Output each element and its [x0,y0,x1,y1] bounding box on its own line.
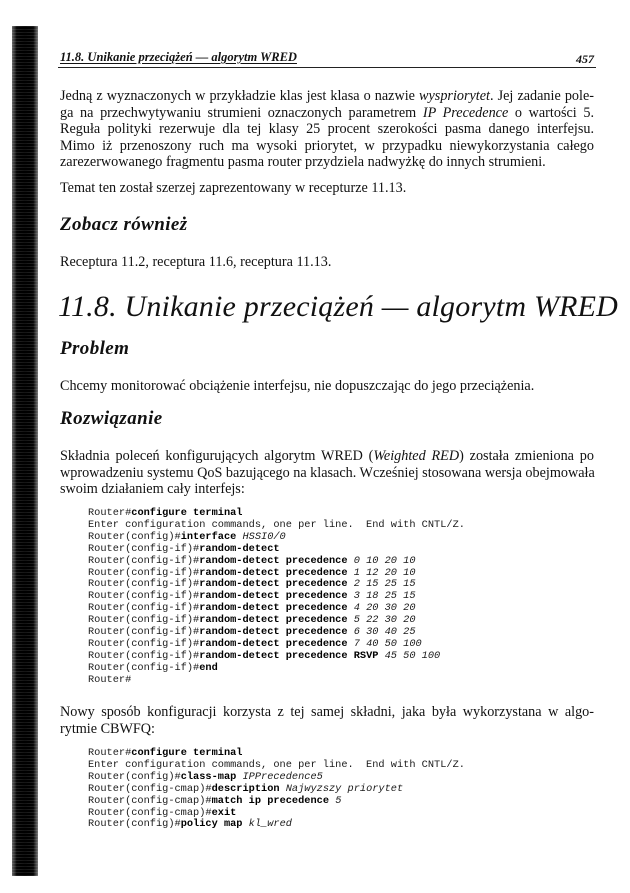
code-line: Router(config-if)#random-detect precedence 7 40 50 100 [88,637,422,650]
text-line: swoim działaniem cały interfejs: [60,481,245,497]
problem-text: Chcemy monitorować obciążenie interfejsu, nie dopuszczając do jego przeciążenia. [60,378,535,394]
code-line: Router(config-if)#random-detect precedence RSVP 45 50 100 [88,649,441,662]
code-line: Router(config-if)#random-detect [88,542,280,555]
code-line: Router(config-cmap)#description Najwyzszy priorytet [88,782,404,795]
text-line: Jedną z wyznaczonych w przykładzie klas jest klasa o nazwie wyspriorytet. Jej zadanie pole- [60,88,594,104]
code-line: Router(config-if)#random-detect precedence 6 30 40 25 [88,626,416,639]
text-line: ga na przechwytywaniu strumieni oznaczonych parametrem IP Precedence o wartości 5. [60,104,594,121]
code-line: Router# [88,673,132,686]
running-header [58,50,596,68]
topic-note: Temat ten został szerzej zaprezentowany w recepturze 11.13. [60,180,407,196]
code-line: Router(config-if)#random-detect precedence 5 22 30 20 [88,614,416,627]
code-line: Router(config-if)#random-detect precedence 1 12 20 10 [88,566,416,579]
text-line: Składnia poleceń konfigurujących algorytm WRED (Weighted RED) została zmieniona po [60,448,594,464]
code-line: Router(config-if)#random-detect precedence 2 15 25 15 [88,578,416,591]
cbwfq-paragraph [60,704,594,737]
text-line: wprowadzeniu systemu QoS bazującego na klasach. Wcześniej stosowana wersja obejmowała [60,464,595,481]
code-line: Enter configuration commands, one per line. End with CNTL/Z. [88,518,465,531]
code-line: Enter configuration commands, one per line. End with CNTL/Z. [88,758,465,771]
section-title: 11.8. Unikanie przeciążeń — algorytm WRED [58,290,619,323]
scan-binding-shadow [12,26,38,876]
solution-paragraph [60,448,594,498]
code-block-wred-interface [88,508,465,687]
intro-paragraph [60,88,594,171]
code-line: Router(config-if)#random-detect precedence 3 18 25 15 [88,590,416,603]
see-also-heading: Zobacz również [60,214,188,235]
text-line: Nowy sposób konfiguracji korzysta z tej samej składni, jaka była wykorzystana w algo- [60,704,594,720]
text-line: zarezerwowanego fragmentu pasma router przydziela nadwyżkę do innych strumieni. [60,154,546,170]
code-line: Router(config)#interface HSSI0/0 [88,530,286,543]
text-line: Mimo iż przenoszony ruch ma wysoki priorytet, w przypadku niewykorzystania całego [60,137,594,154]
solution-heading: Rozwiązanie [60,408,163,429]
page-number: 457 [576,52,594,66]
problem-heading: Problem [60,338,130,359]
code-line: Router#configure terminal [88,507,243,519]
code-line: Router(config-if)#random-detect precedence 0 10 20 10 [88,554,416,567]
code-line: Router(config)#policy map kl_wred [88,818,292,831]
book-page [58,0,619,893]
code-line: Router(config-cmap)#match ip precedence 5 [88,794,342,807]
code-line: Router(config-if)#random-detect precedence 4 20 30 20 [88,602,416,615]
text-line: Reguła polityki rezerwuje dla tej klasy 25 procent szerokości pasma danego interfejsu. [60,121,594,137]
running-header-title: 11.8. Unikanie przeciążeń — algorytm WRED [60,50,297,64]
code-line: Router(config-cmap)#exit [88,806,237,819]
see-also-text: Receptura 11.2, receptura 11.6, receptura 11.13. [60,254,332,270]
code-line: Router#configure terminal [88,747,243,759]
text-line: rytmie CBWFQ: [60,720,155,737]
code-line: Router(config)#class-map IPPrecedence5 [88,770,323,783]
code-line: Router(config-if)#end [88,661,218,674]
code-block-cbwfq [88,748,465,831]
